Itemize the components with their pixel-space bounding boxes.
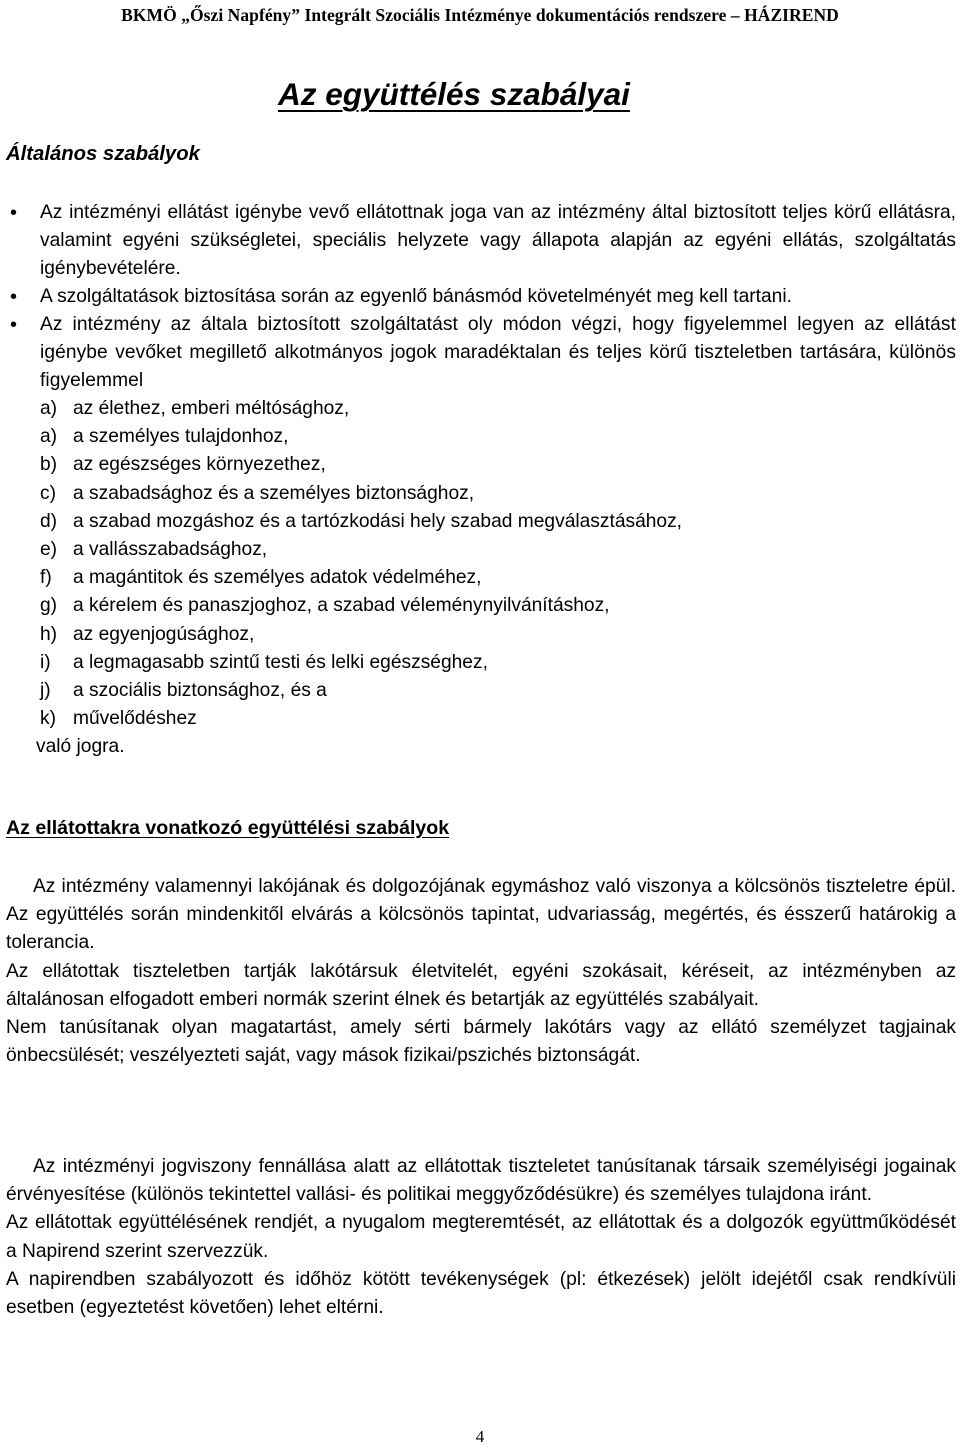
rule-bullet-1 (6, 199, 956, 283)
rights-item (40, 649, 956, 677)
bullet-icon: • (10, 286, 18, 308)
rights-item-text: a szociális biztonsághoz, és a (73, 680, 327, 702)
resident-rules-block-2 (6, 1153, 956, 1322)
rights-item (40, 395, 956, 423)
rights-item-text: a legmagasabb szintű testi és lelki egészséghez, (73, 651, 488, 673)
resident-rules-heading: Az ellátottakra vonatkozó együttélési szabályok (6, 817, 450, 839)
rights-item (40, 508, 956, 536)
rights-item-text: a vallásszabadsághoz, (73, 539, 268, 561)
general-rules-list (6, 199, 956, 762)
rights-item-text: a kérelem és panaszjoghoz, a szabad véleménynyilvánításhoz, (73, 595, 610, 617)
paragraph: Az ellátottak tiszteletben tartják lakótársuk életvitelét, egyéni szokásait, kéréseit, az intézményben az általánosan elfogadott emberi normák szerint élnek és betartják az együttélés szabályait. (6, 960, 956, 1010)
page-number: 4 (475, 1427, 485, 1446)
rights-item-mark: a) (40, 398, 58, 419)
rights-item-text: az élethez, emberi méltósághoz, (73, 398, 350, 419)
rights-item-text: a magántitok és személyes adatok védelméhez, (73, 567, 482, 589)
paragraph: A napirendben szabályozott és időhöz kötött tevékenységek (pl: étkezések) jelölt idejétől csak rendkívüli esetben (egyeztetést követően) lehet eltérni. (6, 1268, 956, 1319)
rights-item-text: az egyenjogúsághoz, (73, 623, 255, 645)
rights-item-mark: j) (40, 680, 51, 702)
document-title: Az együttélés szabályai (278, 76, 630, 112)
rights-item-text: a személyes tulajdonhoz, (73, 426, 289, 448)
rights-item-mark: b) (40, 454, 58, 476)
rights-item (40, 480, 956, 508)
rights-item (40, 536, 956, 564)
rights-item (40, 705, 956, 733)
rule-bullet-text: A szolgáltatások biztosítása során az egyenlő bánásmód követelményét meg kell tartani. (40, 286, 792, 307)
rights-item (40, 677, 956, 705)
rights-list (40, 395, 956, 733)
rights-item (40, 592, 956, 620)
rights-closing: való jogra. (36, 736, 125, 758)
resident-rules-block-1 (6, 873, 956, 1070)
rights-item-text: az egészséges környezethez, (73, 454, 326, 476)
rights-item-mark: k) (40, 708, 56, 730)
rule-bullet-2 (6, 283, 956, 311)
rights-item (40, 564, 956, 592)
rights-item (40, 621, 956, 649)
rights-item-mark: i) (40, 651, 51, 673)
rights-item-text: a szabadsághoz és a személyes biztonsághoz, (73, 482, 475, 504)
running-header: BKMÖ „Őszi Napfény” Integrált Szociális Intézménye dokumentációs rendszere – HÁZIREND (121, 5, 839, 25)
rights-item-mark: a) (40, 426, 58, 448)
rule-bullet-3 (6, 311, 956, 762)
rights-item-mark: c) (40, 482, 56, 504)
rule-bullet-text: Az intézményi ellátást igénybe vevő ellátottnak joga van az intézmény által biztosított teljes körű ellátásra, valamint egyéni szükségletei, speciális helyzete vagy állapota alapján az egyéni ellátás, szolgáltatás igénybevételére. (40, 202, 956, 279)
rights-item-mark: f) (40, 567, 52, 589)
rule-bullet-text: Az intézmény az általa biztosított szolgáltatást oly módon végzi, hogy figyelemmel legyen az ellátást igénybe vevőket megillető alkotmányos jogok maradéktalan és teljes körű tiszteletben tartására, különös figyelemmel (40, 314, 956, 391)
rights-item (40, 423, 956, 451)
rights-item (40, 451, 956, 479)
paragraph: Az ellátottak együttélésének rendjét, a nyugalom megteremtését, az ellátottak és a dolgozók együttműködését a Napirend szerint szervezzük. (6, 1212, 956, 1262)
bullet-icon: • (10, 314, 18, 336)
general-rules-heading: Általános szabályok (6, 143, 200, 165)
bullet-icon: • (10, 202, 18, 224)
rights-item-mark: e) (40, 539, 58, 561)
rights-item-text: a szabad mozgáshoz és a tartózkodási hely szabad megválasztásához, (73, 510, 683, 532)
paragraph: Nem tanúsítanak olyan magatartást, amely sérti bármely lakótárs vagy az ellátó személyzet tagjainak önbecsülését; veszélyezteti saját, vagy mások fizikai/pszichés biztonságát. (6, 1017, 956, 1067)
rights-item-mark: g) (40, 595, 58, 617)
rights-item-mark: d) (40, 510, 58, 532)
rights-item-mark: h) (40, 623, 58, 645)
rights-item-text: művelődéshez (73, 708, 197, 730)
paragraph: Az intézmény valamennyi lakójának és dolgozójának egymáshoz való viszonya a kölcsönös tiszteletre épül. Az együttélés során mindenkitől elvárás a kölcsönös tapintat, udvariasság, megértés, és ésszerű határokig a tolerancia. (6, 876, 956, 954)
paragraph: Az intézményi jogviszony fennállása alatt az ellátottak tiszteletet tanúsítanak társaik személyiségi jogainak érvényesítése (különös tekintettel vallási- és politikai meggyőződésükre) és személyes tulajdona iránt. (6, 1156, 956, 1206)
